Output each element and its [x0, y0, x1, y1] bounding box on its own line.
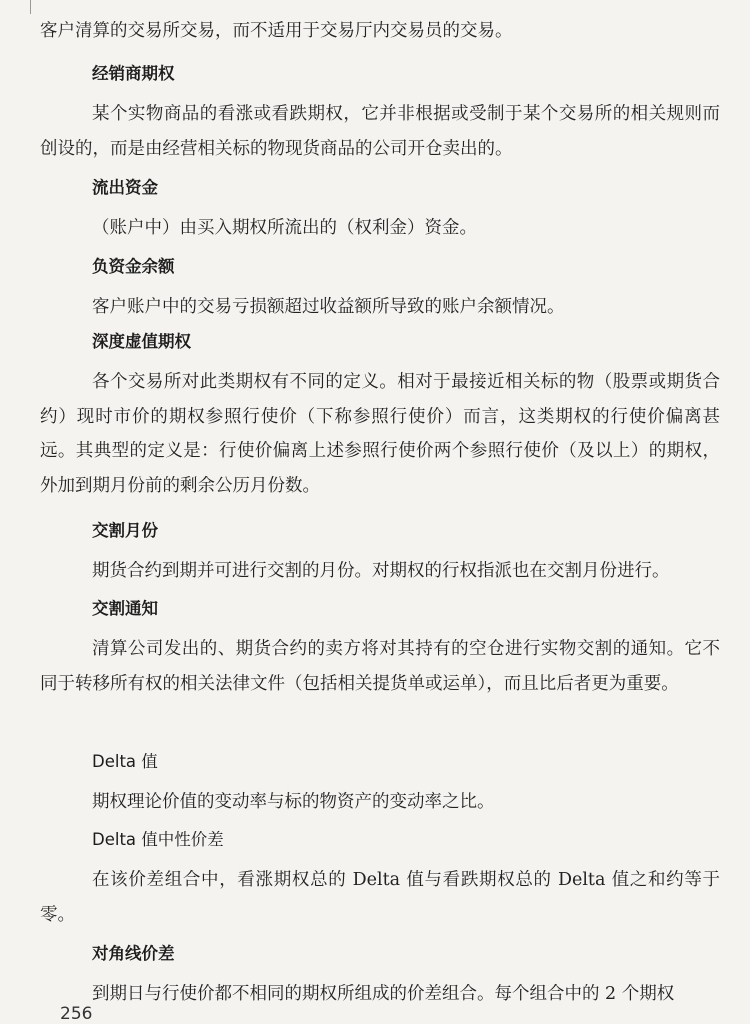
- entry-definition: （账户中）由买入期权所流出的（权利金）资金。: [92, 218, 477, 238]
- glossary-entry: [0, 325, 750, 503]
- entry-definition: 客户账户中的交易亏损额超过收益额所导致的账户余额情况。: [92, 297, 565, 317]
- entry-term: 深度虚值期权: [92, 332, 191, 351]
- glossary-entry: [0, 823, 750, 932]
- entry-definition: 各个交易所对此类期权有不同的定义。相对于最接近相关标的物（股票或期货合约）现时市价的期权参照行使价（下称参照行使价）而言，这类期权的行使价偏离甚远。其典型的定义是：行使价偏离上述参照行使价两个参照行使价（及以上）的期权，外加到期月份前的剩余公历月份数。: [40, 372, 720, 496]
- entry-definition: 期货合约到期并可进行交割的月份。对期权的行权指派也在交割月份进行。: [92, 561, 670, 581]
- entry-term: Delta 值中性价差: [92, 830, 224, 849]
- entry-term: 经销商期权: [92, 64, 175, 83]
- entry-term: 交割月份: [92, 521, 158, 540]
- glossary-entry: [0, 514, 750, 589]
- glossary-entry: [0, 592, 750, 701]
- glossary-entry: [0, 57, 750, 166]
- glossary-entry: [0, 171, 750, 246]
- entry-term: 负资金余额: [92, 257, 175, 276]
- entry-definition: 清算公司发出的、期货合约的卖方将对其持有的空仓进行实物交割的通知。它不同于转移所有权的相关法律文件（包括相关提货单或运单），而且比后者更为重要。: [40, 639, 720, 694]
- glossary-entry: [0, 250, 750, 325]
- entry-definition: 某个实物商品的看涨或看跌期权，它并非根据或受制于某个交易所的相关规则而创设的，而是由经营相关标的物现货商品的公司开仓卖出的。: [40, 104, 720, 159]
- page-number: 256: [60, 1004, 93, 1024]
- entry-term: 对角线价差: [92, 944, 175, 963]
- entry-definition: 到期日与行使价都不相同的期权所组成的价差组合。每个组合中的 2 个期权: [92, 984, 675, 1004]
- entry-term: 交割通知: [92, 599, 158, 618]
- entry-term: Delta 值: [92, 752, 158, 771]
- glossary-entry: [0, 745, 750, 820]
- entry-definition: 在该价差组合中，看涨期权总的 Delta 值与看跌期权总的 Delta 值之和约等于零。: [40, 870, 720, 925]
- continuation-text: 客户清算的交易所交易，而不适用于交易厅内交易员的交易。: [40, 21, 513, 41]
- margin-mark: [30, 0, 31, 14]
- glossary-entry: [0, 937, 750, 1012]
- entry-term: 流出资金: [92, 178, 158, 197]
- entry-definition: 期权理论价值的变动率与标的物资产的变动率之比。: [92, 792, 495, 812]
